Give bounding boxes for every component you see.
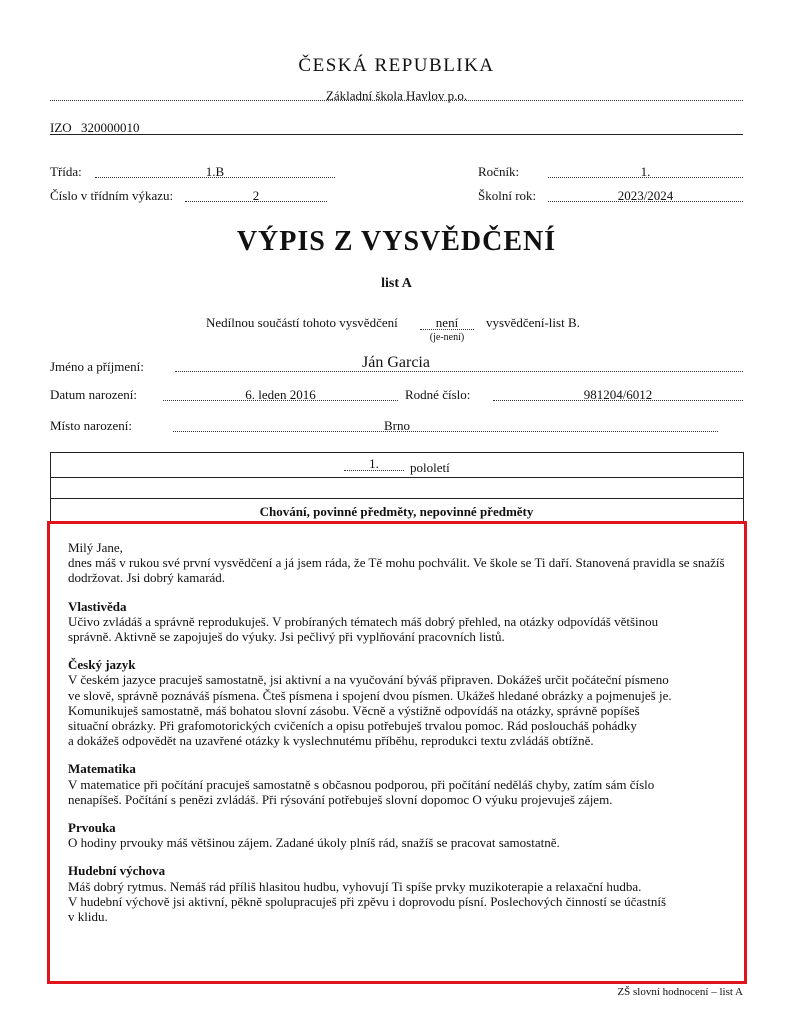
class-label: Třída:: [50, 164, 82, 179]
year-value: 2023/2024: [617, 188, 674, 203]
subject-heading: Vlastivěda: [68, 598, 127, 614]
term-value: 1.: [369, 456, 379, 471]
name-value: Ján Garcia: [362, 354, 430, 371]
table-row-divider: [50, 498, 743, 499]
subject-text-line: správně. Aktivně se zapojuješ do výuky. Jsi pečlivý při vyplňování pracovních listů.: [68, 629, 505, 645]
subject-text-line: a dokážeš odpovědět na uzavřené otázky k vyslechnutému příběhu, reprodukci textu zvládáš obtížně.: [68, 733, 594, 749]
subject-text-line: nenapíšeš. Počítání s penězi zvládáš. Při rýsování potřebuješ slovní dopomoc O výuku projevuješ zájem.: [68, 791, 613, 807]
subject-section: [68, 863, 728, 924]
name-label: Jméno a příjmení:: [50, 359, 144, 374]
term-label: pololetí: [410, 460, 450, 475]
subject-text-line: Komunikuješ samostatně, máš bohatou slovní zásobu. Věcně a výstižně odpovídáš na otázky, správně popíšeš: [68, 702, 640, 718]
izo-label: IZO: [50, 120, 72, 135]
register-value: 2: [252, 188, 260, 203]
subject-text-line: V českém jazyce pracuješ samostatně, jsi aktivní a na vyučování býváš připraven. Dokážeš určit počáteční písmeno: [68, 672, 669, 688]
izo-value: 320000010: [81, 120, 140, 135]
subject-section: [68, 657, 728, 748]
subject-section: [68, 820, 728, 850]
attachment-hint: (je-není): [429, 332, 465, 343]
subject-heading: Prvouka: [68, 820, 116, 836]
register-label: Číslo v třídním výkazu:: [50, 188, 174, 203]
header-rule: [50, 134, 743, 135]
place-value: Brno: [384, 418, 410, 433]
id-label: Rodné číslo:: [405, 387, 471, 402]
subject-section: [68, 761, 728, 807]
birth-label: Datum narození:: [50, 387, 137, 402]
subject-text-line: ve slově, správně poznáváš písmena. Čteš písmena i spojení dvou písmen. Ukážeš hledané obrázky a pojmenuješ je.: [68, 687, 672, 703]
subject-text-line: Máš dobrý rytmus. Nemáš rád příliš hlasitou hudbu, vyhovují Ti spíše prvky muzikoterapie a relaxační hudba.: [68, 878, 642, 894]
grade-label: Ročník:: [478, 164, 520, 179]
attachment-prefix: Nedílnou součástí tohoto vysvědčení: [206, 315, 398, 330]
subject-section: [68, 599, 728, 645]
subject-list: [68, 599, 728, 925]
grade-value: 1.: [640, 164, 651, 179]
year-label: Školní rok:: [478, 188, 537, 203]
table-row-divider: [50, 477, 743, 478]
subject-heading: Hudební výchova: [68, 863, 166, 879]
subject-heading: Matematika: [68, 761, 136, 777]
greeting: Milý Jane,: [68, 540, 123, 555]
place-label: Místo narození:: [50, 418, 132, 433]
country-title: ČESKÁ REPUBLIKA: [298, 55, 495, 76]
subject-text-line: situační obrázky. Při grafomotorických cvičeních a opisu potřebuješ trvalou pomoc. Rád posloucháš pohádky: [68, 718, 637, 734]
section-header: Chování, povinné předměty, nepovinné předměty: [259, 504, 534, 519]
evaluation-text: [68, 540, 728, 937]
school-name: Základní škola Havlov p.o.: [325, 88, 468, 103]
attachment-suffix: vysvědčení-list B.: [486, 315, 580, 330]
subject-text-line: O hodiny prvouky máš většinou zájem. Zadané úkoly plníš rád, snažíš se pracovat samostatně.: [68, 835, 560, 851]
subject-text-line: V matematice při počítání pracuješ samostatně s občasnou podporou, při počítání neděláš chyby, zatím sám číslo: [68, 776, 655, 792]
document-subtitle: list A: [381, 276, 412, 291]
id-value: 981204/6012: [583, 387, 653, 402]
attachment-value: není: [435, 315, 459, 330]
document-title: VÝPIS Z VYSVĚDČENÍ: [236, 226, 557, 257]
intro-text: dnes máš v rukou své první vysvědčení a já jsem ráda, že Tě mohu pochválit. Ve škole se Ti daří. Stanovená pravidla se snažíš dodržovat. Jsi dobrý kamarád.: [68, 555, 725, 586]
subject-text-line: V hudební výchově jsi aktivní, pěkně spolupracuješ při zpěvu i doprovodu písní. Poslechových činností se účastníš: [68, 893, 667, 909]
footer-note: ZŠ slovní hodnocení – list A: [617, 986, 743, 998]
subject-heading: Český jazyk: [68, 657, 136, 673]
birth-value: 6. leden 2016: [245, 387, 316, 402]
class-value: 1.B: [205, 164, 225, 179]
subject-text-line: Učivo zvládáš a správně reprodukuješ. V probíraných tématech máš dobrý přehled, na otázky odpovídáš většinou: [68, 613, 659, 629]
subject-text-line: v klidu.: [68, 909, 108, 925]
evaluation-intro: [68, 540, 728, 586]
